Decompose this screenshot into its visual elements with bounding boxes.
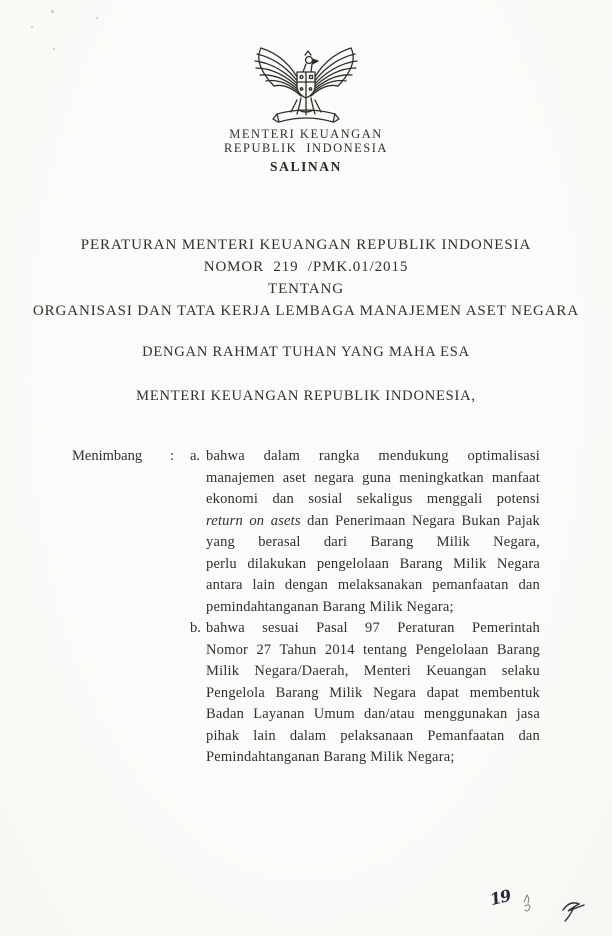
copy-stamp-label: SALINAN	[270, 159, 342, 174]
scan-speck	[31, 26, 33, 28]
scan-speck	[53, 48, 55, 50]
consideration-line: bahwa dalam rangka mendukung optimalisasi	[206, 448, 540, 464]
consideration-line: Milik Negara/Daerah, Menteri Keuangan selaku	[206, 663, 540, 679]
consideration-line: Pengelola Barang Milik Negara dapat membentuk	[206, 684, 540, 701]
consideration-line: manajemen aset negara guna meningkatkan manfaat	[206, 469, 540, 486]
item-marker: a.	[190, 448, 201, 464]
considerations-section	[72, 446, 540, 769]
scan-speck	[96, 17, 98, 19]
item-marker: b.	[190, 620, 201, 636]
consideration-item-a	[72, 446, 540, 618]
consideration-line: Nomor 27 Tahun 2014 tentang Pengelolaan Barang	[206, 641, 540, 658]
handwritten-paraph	[558, 898, 588, 929]
consideration-item-b	[72, 618, 540, 769]
consideration-line: perlu dilakukan pengelolaan Barang Milik Negara	[206, 555, 540, 572]
regulation-subject-line: ORGANISASI DAN TATA KERJA LEMBAGA MANAJEMEN ASET NEGARA	[32, 303, 580, 319]
consideration-line: Badan Layanan Umum dan/atau menggunakan jasa	[206, 706, 540, 722]
consideration-line: antara lain dengan melaksanakan pemanfaatan dan	[206, 577, 540, 593]
line-remainder: dan Penerimaan Negara Bukan Pajak	[300, 512, 541, 529]
regulation-title-block	[0, 234, 612, 322]
scan-speck	[51, 10, 54, 13]
considerations-colon: :	[170, 448, 175, 464]
handwritten-small-squiggle	[520, 893, 534, 922]
item-text	[206, 446, 540, 618]
consideration-line: yang berasal dari Barang Milik Negara,	[206, 534, 540, 550]
regulation-number-line: NOMOR 219 /PMK.01/2015	[203, 259, 409, 275]
consideration-line: bahwa sesuai Pasal 97 Peraturan Pemerintah	[206, 620, 540, 636]
consideration-line	[206, 511, 540, 533]
ministry-name-line2: REPUBLIK INDONESIA	[224, 141, 388, 155]
regulation-tentang-line: TENTANG	[268, 281, 344, 297]
regulation-title-line1: PERATURAN MENTERI KEUANGAN REPUBLIK INDONESIA	[80, 237, 532, 253]
invocation-line: DENGAN RAHMAT TUHAN YANG MAHA ESA	[142, 344, 470, 360]
item-text	[206, 618, 540, 769]
considerations-label: Menimbang	[72, 448, 143, 464]
italic-phrase: return on asets	[206, 512, 301, 529]
authority-line: MENTERI KEUANGAN REPUBLIK INDONESIA,	[136, 388, 476, 404]
consideration-line: ekonomi dan sosial sekaligus menggali potensi	[206, 491, 540, 507]
handwritten-initials: 19	[488, 885, 513, 910]
consideration-line: pemindahtanganan Barang Milik Negara;	[206, 598, 454, 615]
consideration-line: pihak lain dalam pelaksanaan Pemanfaatan dan	[206, 727, 540, 744]
ministry-name-line1: MENTERI KEUANGAN	[229, 127, 383, 141]
consideration-line: Pemindahtanganan Barang Milik Negara;	[206, 749, 455, 765]
garuda-pancasila-emblem-icon	[253, 44, 359, 131]
